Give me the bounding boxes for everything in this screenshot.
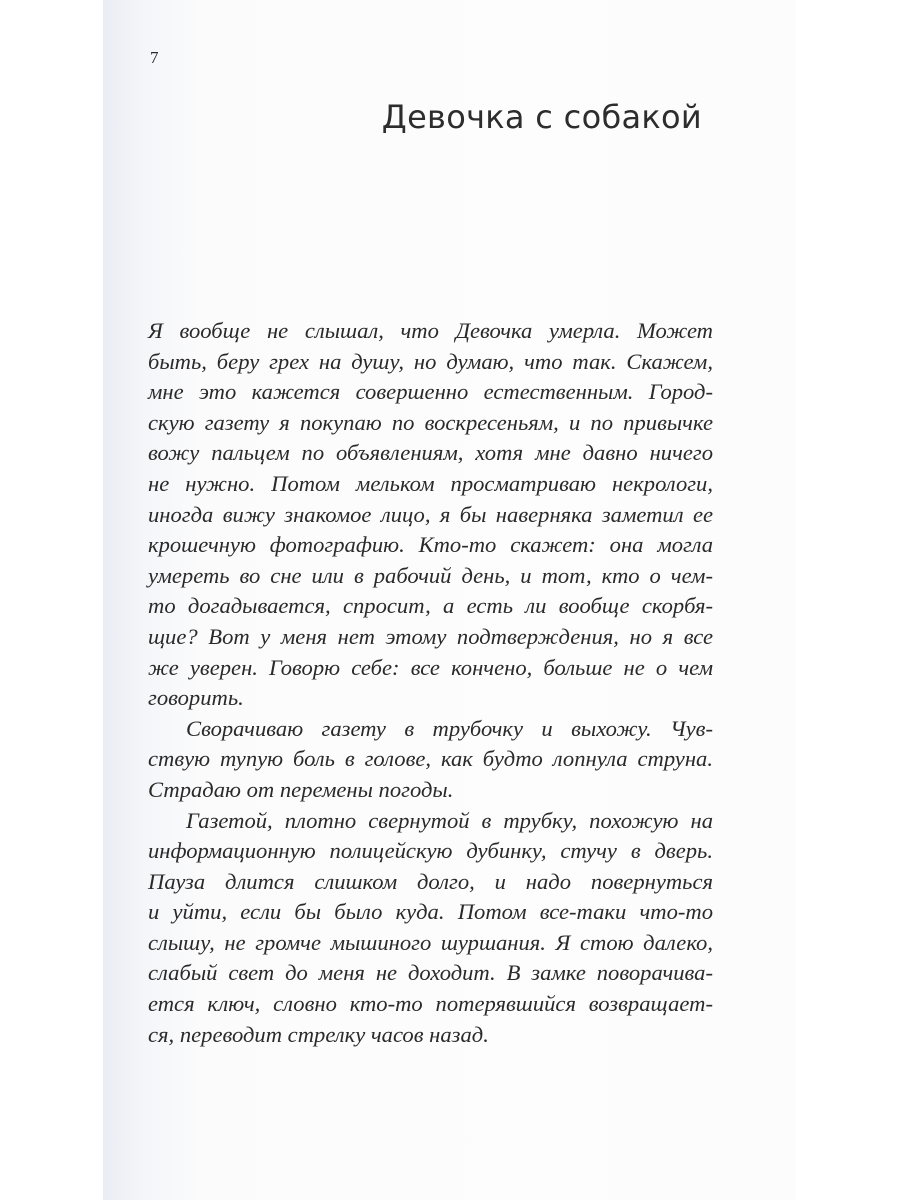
text-line: Я вообще не слышал, что Девочка умерла. Может — [148, 318, 713, 343]
text-line: ствую тупую боль в голове, как будто лопнула струна. — [148, 746, 713, 772]
text-line: щие? Вот у меня нет этому подтверждения, но я все — [148, 623, 713, 649]
text-line: ся, переводит стрелку часов назад. — [148, 1021, 489, 1047]
text-line: не нужно. Потом мельком просматриваю некрологи, — [148, 470, 713, 496]
paragraph-3 — [148, 806, 713, 1051]
text-line: Сворачиваю газету в трубочку и выхожу. Чув- — [186, 715, 713, 741]
text-line: говорить. — [148, 685, 244, 711]
text-line: Газетой, плотно свернутой в трубку, похожую на — [186, 807, 713, 833]
text-line: то догадывается, спросит, а есть ли вообще скорбя- — [148, 593, 713, 619]
text-line: же уверен. Говорю себе: все кончено, больше не о чем — [148, 654, 713, 680]
text-line: крошечную фотографию. Кто-то скажет: она могла — [148, 532, 713, 558]
paragraph-1 — [148, 316, 713, 714]
text-line: слабый свет до меня не доходит. В замке поворачива- — [148, 960, 713, 986]
text-line: умереть во сне или в рабочий день, и тот, кто о чем- — [148, 562, 713, 588]
text-line: скую газету я покупаю по воскресеньям, и по привычке — [148, 409, 713, 435]
text-line: слышу, не громче мышиного шуршания. Я стою далеко, — [148, 929, 713, 955]
text-line: и уйти, если бы было куда. Потом все-таки что-то — [148, 899, 713, 925]
text-line: быть, беру грех на душу, но думаю, что так. Скажем, — [148, 348, 713, 374]
text-line: ется ключ, словно кто-то потерявшийся возвращает- — [148, 991, 713, 1017]
text-line: Страдаю от перемены погоды. — [148, 776, 454, 802]
text-line: вожу пальцем по объявлениям, хотя мне давно ничего — [148, 440, 713, 466]
text-line: информационную полицейскую дубинку, стучу в дверь. — [148, 838, 713, 864]
paragraph-2 — [148, 714, 713, 806]
chapter-title: Девочка с собакой — [381, 98, 702, 136]
text-line: Пауза длится слишком долго, и надо повернуться — [148, 868, 713, 894]
text-line: мне это кажется совершенно естественным. Город- — [148, 379, 713, 405]
text-line: иногда вижу знакомое лицо, я бы наверняка заметил ее — [148, 501, 713, 527]
page-number: 7 — [150, 48, 159, 67]
body-text — [148, 316, 713, 1050]
